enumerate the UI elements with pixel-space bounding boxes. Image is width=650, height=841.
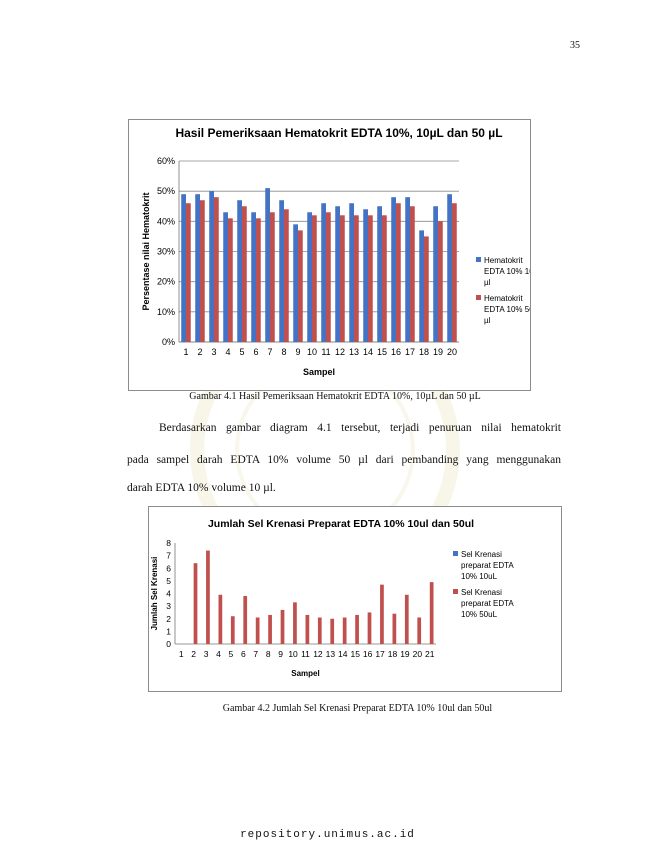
bar-series-2 (256, 218, 261, 342)
bar-series-1 (433, 206, 438, 342)
x-tick-label: 18 (418, 347, 430, 357)
x-tick-label: 13 (325, 649, 336, 659)
bar-series-2 (393, 614, 397, 644)
bar-series-2 (243, 596, 247, 644)
x-tick-label: 14 (362, 347, 374, 357)
bar-series-2 (405, 595, 409, 644)
bar-series-1 (251, 212, 256, 342)
x-tick-label: 20 (412, 649, 423, 659)
bar-series-2 (417, 617, 421, 644)
bar-series-2 (242, 206, 247, 342)
y-tick-label: 6 (166, 563, 171, 574)
bar-series-2 (396, 203, 401, 342)
bar-series-2 (268, 615, 272, 644)
y-tick-label: 20% (156, 276, 175, 287)
legend-swatch (476, 257, 481, 262)
bar-series-2 (382, 215, 387, 342)
x-tick-label: 11 (321, 347, 331, 357)
crenated-cells-chart-svg (149, 507, 561, 691)
x-tick-label: 6 (240, 649, 246, 659)
x-tick-label: 10 (288, 649, 298, 659)
y-tick-label: 1 (166, 626, 171, 637)
bar-series-2 (281, 610, 285, 644)
bar-series-2 (380, 585, 384, 644)
x-tick-label: 5 (239, 347, 245, 357)
y-axis-label: Persentase nilai Hematokrit (141, 192, 151, 311)
bar-series-2 (368, 612, 372, 644)
x-tick-label: 4 (216, 649, 221, 659)
bar-series-1 (405, 197, 410, 342)
x-tick-label: 11 (301, 649, 310, 659)
x-tick-label: 6 (253, 347, 259, 357)
y-tick-label: 8 (166, 538, 171, 548)
bar-series-1 (265, 188, 270, 342)
bar-series-2 (312, 215, 317, 342)
x-tick-label: 1 (178, 649, 184, 659)
x-tick-label: 15 (376, 347, 388, 357)
x-tick-label: 16 (390, 347, 402, 357)
bar-series-1 (279, 200, 284, 342)
bar-series-2 (343, 617, 347, 644)
y-tick-label: 50% (156, 186, 175, 197)
bar-series-2 (326, 212, 331, 342)
chart-title: Hasil Pemeriksaan Hematokrit EDTA 10%, 10µL dan 50 µL (175, 126, 503, 140)
x-tick-label: 8 (265, 649, 271, 659)
bar-series-1 (363, 209, 368, 342)
bar-series-2 (293, 602, 297, 644)
bar-series-1 (391, 197, 396, 342)
bar-series-2 (354, 215, 359, 342)
bar-series-1 (293, 224, 298, 342)
y-tick-label: 30% (156, 246, 175, 257)
bar-series-1 (377, 206, 382, 342)
footer-repository-url: repository.unimus.ac.id (240, 829, 415, 841)
y-axis-label: Jumlah Sel Krenasi (150, 556, 159, 631)
bar-series-2 (231, 616, 235, 644)
bar-series-1 (335, 206, 340, 342)
x-tick-label: 10 (306, 347, 318, 357)
y-tick-label: 3 (166, 601, 171, 612)
legend-swatch (453, 551, 458, 556)
y-tick-label: 60% (156, 156, 175, 166)
bar-series-2 (200, 200, 205, 342)
bar-series-2 (298, 230, 303, 342)
bar-series-2 (452, 203, 457, 342)
bar-series-2 (228, 218, 233, 342)
hematocrit-chart-svg (129, 120, 530, 390)
y-tick-label: 2 (166, 613, 171, 624)
x-tick-label: 8 (281, 347, 287, 357)
bar-series-2 (355, 615, 359, 644)
bar-series-1 (321, 203, 326, 342)
y-tick-label: 40% (156, 216, 175, 227)
bar-series-2 (186, 203, 191, 342)
x-tick-label: 3 (211, 347, 217, 357)
y-tick-label: 0 (166, 639, 171, 649)
bar-series-2 (306, 615, 310, 644)
bar-series-2 (340, 215, 345, 342)
x-tick-label: 9 (295, 347, 301, 357)
x-tick-label: 19 (400, 649, 410, 659)
crenated-cells-chart (148, 506, 562, 692)
bar-series-1 (447, 194, 452, 342)
y-tick-label: 5 (166, 575, 171, 586)
bar-series-2 (206, 551, 210, 644)
y-tick-label: 10% (156, 306, 175, 317)
y-tick-label: 0% (161, 337, 175, 347)
x-tick-label: 12 (313, 649, 323, 659)
legend-entry: Sel Krenasi preparat EDTA 10% 50uL (461, 588, 514, 619)
x-tick-label: 19 (432, 347, 444, 357)
bar-series-2 (284, 209, 289, 342)
paragraph-line-3: darah EDTA 10% volume 10 µl. (127, 482, 276, 494)
x-tick-label: 2 (197, 347, 203, 357)
bar-series-1 (307, 212, 312, 342)
x-tick-label: 17 (404, 347, 416, 357)
x-axis-label: Sampel (291, 669, 320, 678)
x-tick-label: 13 (348, 347, 360, 357)
hematocrit-chart (128, 119, 531, 391)
bar-series-2 (438, 221, 443, 342)
x-tick-label: 2 (191, 649, 197, 659)
legend-entry: Sel Krenasi preparat EDTA 10% 10uL (461, 550, 514, 581)
x-axis-label: Sampel (302, 367, 336, 377)
x-tick-label: 17 (375, 649, 385, 659)
figure-1-caption: Gambar 4.1 Hasil Pemeriksaan Hematokrit EDTA 10%, 10µL dan 50 µL (189, 391, 481, 402)
x-tick-label: 20 (446, 347, 458, 357)
x-tick-label: 9 (278, 649, 284, 659)
bar-series-1 (223, 212, 228, 342)
x-tick-label: 1 (183, 347, 189, 357)
chart-title: Jumlah Sel Krenasi Preparat EDTA 10% 10ul dan 50ul (207, 518, 475, 530)
x-tick-label: 5 (228, 649, 234, 659)
bar-series-2 (214, 197, 219, 342)
bar-series-1 (419, 230, 424, 342)
y-tick-label: 4 (166, 588, 171, 599)
bar-series-2 (256, 617, 260, 644)
paragraph-line-1: Berdasarkan gambar diagram 4.1 tersebut, terjadi penuruan nilai hematokrit (159, 422, 561, 434)
y-tick-label: 7 (166, 550, 171, 561)
legend-entry: Hematokrit EDTA 10% 10 µl (484, 256, 530, 287)
paragraph-line-2: pada sampel darah EDTA 10% volume 50 µl dari pembanding yang menggunakan (127, 454, 561, 466)
bar-series-2 (424, 236, 429, 342)
x-tick-label: 15 (350, 649, 360, 659)
x-tick-label: 3 (203, 649, 209, 659)
x-tick-label: 21 (425, 649, 435, 659)
page-number: 35 (570, 40, 580, 51)
x-tick-label: 4 (225, 347, 231, 357)
bar-series-1 (209, 191, 214, 342)
bar-series-2 (194, 563, 198, 644)
bar-series-2 (430, 582, 434, 644)
x-tick-label: 7 (253, 649, 259, 659)
bar-series-1 (349, 203, 354, 342)
bar-series-2 (410, 206, 415, 342)
legend-swatch (476, 295, 481, 300)
bar-series-1 (181, 194, 186, 342)
legend-swatch (453, 589, 458, 594)
bar-series-1 (237, 200, 242, 342)
x-tick-label: 12 (334, 347, 346, 357)
x-tick-label: 7 (267, 347, 273, 357)
x-tick-label: 18 (387, 649, 398, 659)
bar-series-2 (270, 212, 275, 342)
bar-series-2 (318, 617, 322, 644)
legend-entry: Hematokrit EDTA 10% 50 µl (484, 294, 530, 325)
bar-series-1 (195, 194, 200, 342)
bar-series-2 (219, 595, 223, 644)
x-tick-label: 14 (338, 649, 348, 659)
x-tick-label: 16 (362, 649, 373, 659)
bar-series-2 (368, 215, 373, 342)
bar-series-2 (330, 619, 334, 644)
figure-2-caption: Gambar 4.2 Jumlah Sel Krenasi Preparat EDTA 10% 10ul dan 50ul (222, 703, 493, 714)
